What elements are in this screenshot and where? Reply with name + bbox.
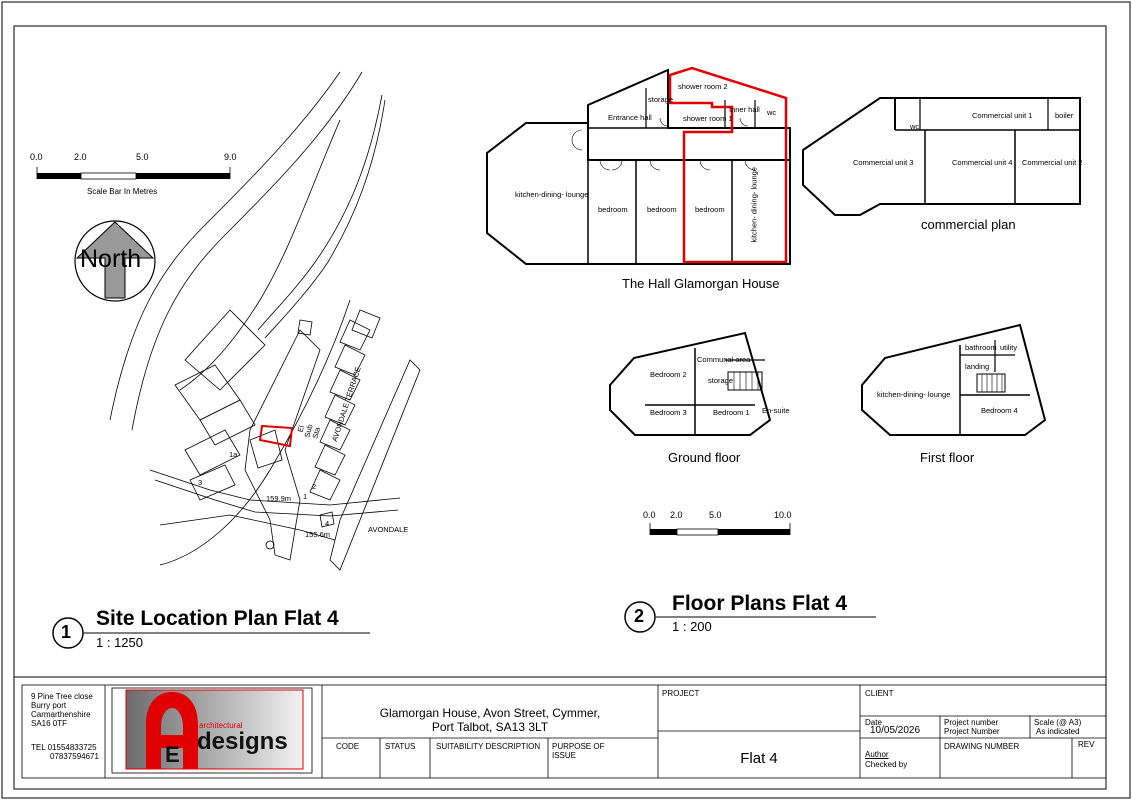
col-purpose: PURPOSE OF ISSUE: [552, 742, 605, 760]
map-label-1a: 1a: [229, 450, 238, 459]
site-address-line-2: Port Talbot, SA13 3LT: [431, 720, 549, 734]
checked-by-label: Checked by: [865, 760, 908, 769]
plan-scale-tick-1: 2.0: [670, 510, 683, 520]
map-label-spot-2: 155.6m: [305, 530, 331, 539]
first-room-kitchen: kitchen-dining- lounge: [877, 390, 951, 399]
col-status: STATUS: [385, 742, 416, 751]
first-stair: [982, 374, 1002, 392]
project-number-value: Project Number: [944, 727, 1000, 736]
first-floor-caption: First floor: [920, 450, 975, 465]
map-label-4: 4: [325, 519, 330, 528]
hall-room-bedroom-2: bedroom: [647, 205, 677, 214]
hall-room-shower-1: shower room 1: [683, 114, 733, 123]
ground-room-ensuite: En-suite: [762, 406, 790, 415]
hall-room-storage: storage: [648, 95, 674, 104]
project-name: Flat 4: [740, 750, 778, 767]
commercial-caption: commercial plan: [921, 217, 1016, 232]
ground-room-bedroom-2: Bedroom 2: [650, 370, 687, 379]
plan-scale-tick-3: 10.0: [774, 510, 792, 520]
comm-room-unit-1: Commercial unit 1: [972, 111, 1033, 120]
rev-label: REV: [1078, 740, 1095, 749]
map-label-1: 1: [303, 492, 308, 501]
site-scale-tick-3: 9.0: [224, 152, 237, 162]
first-floor-plan: [862, 325, 1045, 435]
project-number-label: Project number: [944, 718, 999, 727]
hall-doors: [572, 118, 755, 170]
hall-room-bedroom-3: bedroom: [695, 205, 725, 214]
map-label-avondale-terrace: AVONDALE TERRACE: [330, 365, 363, 443]
first-room-landing: landing: [965, 362, 990, 371]
site-scale-tick-1: 2.0: [74, 152, 87, 162]
site-scale-tick-2: 5.0: [136, 152, 149, 162]
map-label-el-sub-sta: El Sub Sta: [295, 423, 323, 440]
hall-room-kitchen-2: kitchen- dining- lounge: [749, 167, 759, 243]
site-scale-bar: [37, 167, 230, 179]
ground-room-bedroom-3: Bedroom 3: [650, 408, 687, 417]
col-code: CODE: [336, 742, 360, 751]
office-address-line-1: 9 Pine Tree close: [31, 692, 93, 701]
ground-stair: [734, 372, 758, 390]
site-map: [110, 72, 420, 570]
ground-floor-caption: Ground floor: [668, 450, 741, 465]
comm-room-unit-3: Commercial unit 3: [853, 158, 914, 167]
plan-scale-bar: [650, 523, 790, 535]
site-scale-caption: Scale Bar In Metres: [87, 187, 158, 196]
comm-room-unit-2: Commercial unit 2: [1022, 158, 1083, 167]
plan-scale-tick-0: 0.0: [643, 510, 656, 520]
hall-room-kitchen: kitchen-dining- lounge: [515, 190, 589, 199]
commercial-plan: [803, 98, 1083, 215]
hall-room-entrance: Entrance hall: [608, 113, 652, 122]
drawing-number-label: DRAWING NUMBER: [944, 742, 1020, 751]
map-label-2: 2: [312, 482, 317, 491]
ground-room-storage: storage: [708, 376, 734, 385]
hall-plan: [487, 70, 790, 264]
scale-value: As indicated: [1036, 727, 1080, 736]
comm-room-unit-4: Commercial unit 4: [952, 158, 1013, 167]
floor-plans-scale: 1 : 200: [672, 619, 712, 634]
hall-room-wc: wc: [767, 108, 777, 117]
first-room-utility: utility: [1000, 343, 1018, 352]
hall-caption: The Hall Glamorgan House: [622, 276, 780, 291]
logo-small-text: architectural: [199, 721, 243, 730]
office-address-line-2: Burry port: [31, 701, 67, 710]
office-address-line-3: Carmarthenshire: [31, 710, 91, 719]
hall-room-shower-2: shower room 2: [678, 82, 728, 91]
site-plan-title: Site Location Plan Flat 4: [96, 607, 339, 630]
map-label-avondale: AVONDALE: [368, 525, 409, 534]
site-address-line-1: Glamorgan House, Avon Street, Cymmer,: [379, 706, 601, 720]
office-tel: TEL 01554833725: [31, 743, 97, 752]
client-label: CLIENT: [865, 689, 894, 698]
author-label: Author: [865, 750, 889, 759]
floor-plans-number: 2: [634, 606, 645, 626]
office-mobile: 07837594671: [50, 752, 99, 761]
date-label: Date: [865, 718, 882, 727]
flat4-outline: [670, 68, 786, 262]
scale-label: Scale (@ A3): [1034, 718, 1082, 727]
map-label-spot-1: 159.9m: [266, 494, 292, 503]
project-label: PROJECT: [662, 689, 700, 698]
comm-room-wc: wc: [910, 122, 920, 131]
ground-room-bedroom-1: Bedroom 1: [713, 408, 750, 417]
map-label-3: 3: [198, 478, 203, 487]
site-plan-number: 1: [61, 622, 72, 642]
comm-room-boiler: boiler: [1055, 111, 1074, 120]
floor-plans-title: Floor Plans Flat 4: [672, 592, 848, 615]
first-room-bedroom-4: Bedroom 4: [981, 406, 1018, 415]
first-room-bathroom: bathroom: [965, 343, 997, 352]
hall-room-inner-hall: Inner hall: [729, 105, 760, 114]
plan-scale-tick-2: 5.0: [709, 510, 722, 520]
ground-room-communal: Communal area: [697, 355, 751, 364]
site-plan-scale: 1 : 1250: [96, 635, 143, 650]
logo-letter-e: E: [165, 742, 180, 767]
col-suitability: SUITABILITY DESCRIPTION: [436, 742, 541, 751]
north-label: North: [80, 245, 142, 273]
logo-word: designs: [197, 728, 288, 755]
office-address-line-4: SA16 0TF: [31, 719, 68, 728]
hall-room-bedroom-1: bedroom: [598, 205, 628, 214]
site-scale-tick-0: 0.0: [30, 152, 43, 162]
date-value: 10/05/2026: [870, 725, 921, 736]
